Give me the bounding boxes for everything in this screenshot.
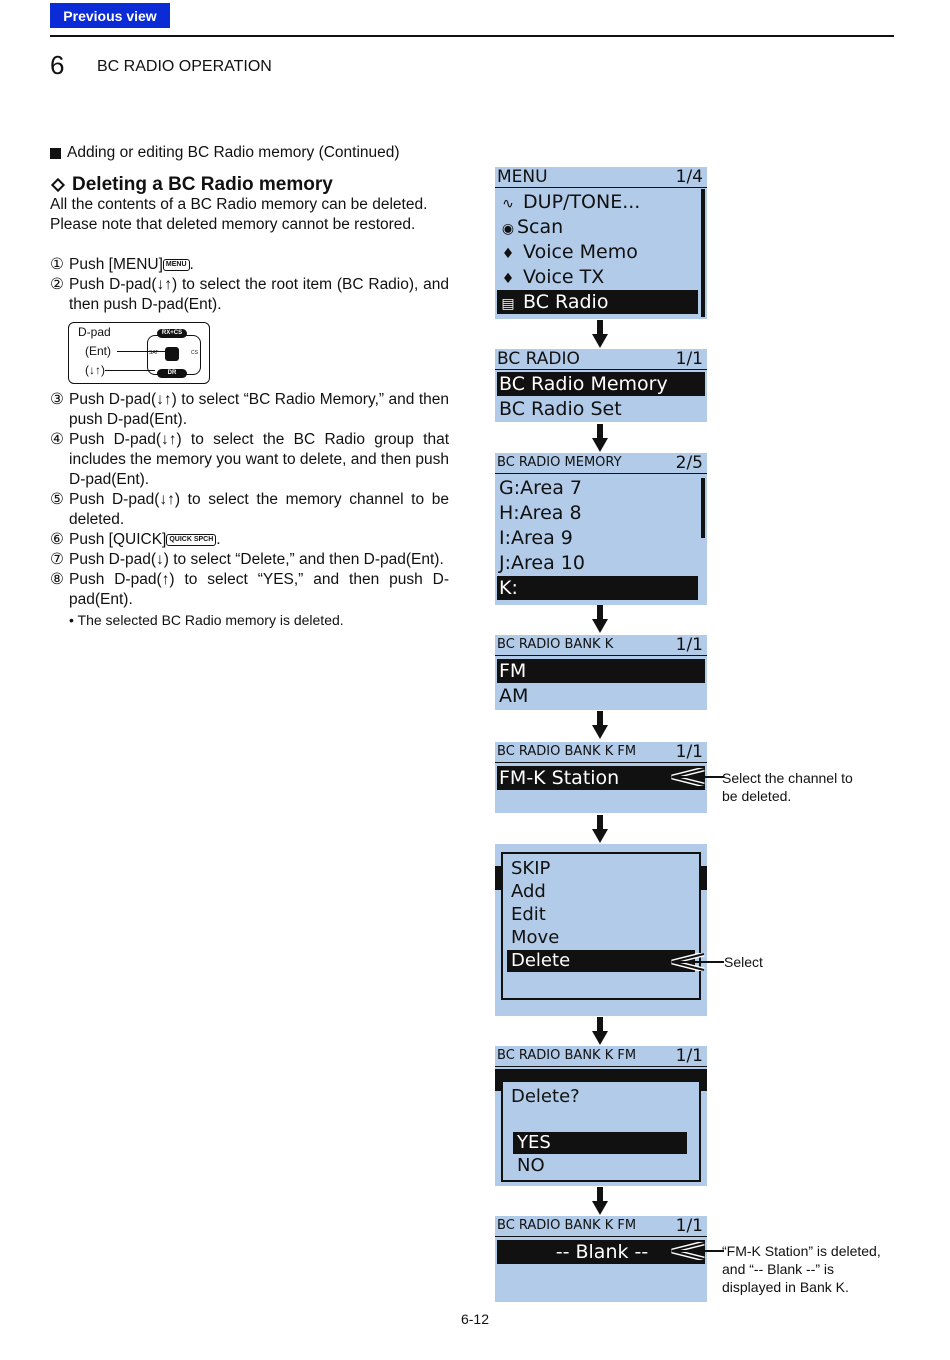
screen-title: BC RADIO (497, 349, 580, 369)
microphone-tx-icon: ♦ (501, 271, 515, 287)
quick-item-add[interactable]: Add (511, 881, 546, 902)
diamond-icon (51, 178, 65, 192)
bank-item-fm[interactable]: FM (497, 659, 705, 683)
chapter-title: BC RADIO OPERATION (97, 58, 272, 75)
delete-confirm-screen (495, 1046, 707, 1186)
station-item-fm-k[interactable]: FM-K Station (497, 766, 705, 790)
page-indicator: 1/1 (675, 635, 703, 655)
microphone-icon: ♦ (501, 246, 515, 262)
instructions-column (50, 143, 449, 630)
page-indicator: 1/4 (675, 167, 703, 187)
result-note: • The selected BC Radio memory is deleted. (69, 612, 344, 628)
bank-item-am[interactable]: AM (499, 685, 529, 707)
callout-pointer-icon (668, 768, 724, 786)
quick-key-icon: QUICK SPCH (166, 534, 216, 546)
quick-item-edit[interactable]: Edit (511, 904, 546, 925)
screen-title: MENU (497, 167, 548, 187)
confirm-no-option[interactable]: NO (517, 1155, 545, 1176)
group-item-j[interactable]: J:Area 10 (499, 552, 585, 574)
dpad-updown-label: (↓↑) (85, 363, 105, 377)
steps-list (50, 255, 449, 630)
quick-item-skip[interactable]: SKIP (511, 858, 551, 879)
dpad-diagram (68, 322, 210, 384)
rx-cs-key: RX+CS (157, 329, 187, 338)
down-arrow-icon (592, 815, 608, 843)
down-arrow-icon (592, 605, 608, 633)
blank-channel-item[interactable]: -- Blank -- (497, 1240, 705, 1264)
confirm-prompt: Delete? (511, 1086, 580, 1107)
cs-label: CS (191, 350, 198, 356)
step-6: ⑥ Push [QUICK] QUICK SPCH . (50, 531, 221, 548)
sat-label: SAT (149, 350, 159, 356)
step-8: ⑧ Push D-pad(↑) to select “YES,” and then push D-pad(Ent). (50, 571, 449, 608)
step-2: ② Push D-pad(↓↑) to select the root item (BC Radio), and then push D-pad(Ent). (50, 276, 449, 313)
page-indicator: 1/1 (675, 349, 703, 369)
quick-menu-popup (501, 852, 701, 1000)
chapter-number: 6 (50, 50, 65, 80)
page-number: 6-12 (460, 1311, 490, 1327)
menu-item-voice-tx[interactable]: ♦ Voice TX (497, 265, 698, 289)
dpad-ent-button (165, 347, 179, 361)
group-item-k[interactable]: K: (497, 576, 698, 600)
screen-title: BC RADIO BANK K FM (497, 744, 637, 759)
page-indicator: 1/1 (675, 1046, 703, 1066)
confirm-popup (501, 1080, 701, 1182)
dr-key: DR (157, 369, 187, 378)
screen-title: BC RADIO MEMORY (497, 455, 622, 470)
down-arrow-icon (592, 1017, 608, 1045)
callout-pointer-icon (668, 1242, 724, 1260)
menu-item-voice-memo[interactable]: ♦ Voice Memo (497, 240, 698, 264)
down-arrow-icon (592, 424, 608, 452)
callout-select: Select (724, 954, 763, 970)
quick-menu-screen (495, 844, 707, 1016)
menu-screen (495, 167, 707, 319)
callout-deleted: “FM-K Station” is deleted, and “-- Blank --” is displayed in Bank K. (722, 1243, 881, 1295)
down-arrow-icon (592, 711, 608, 739)
quick-item-move[interactable]: Move (511, 927, 560, 948)
quick-item-delete[interactable]: Delete (507, 950, 695, 972)
dpad-title: D-pad (78, 325, 111, 339)
callout-select-channel: Select the channel to be deleted. (722, 770, 853, 804)
group-item-g[interactable]: G:Area 7 (499, 477, 582, 499)
step-7: ⑦ Push D-pad(↓) to select “Delete,” and then D-pad(Ent). (50, 551, 444, 568)
screen-title: BC RADIO BANK K FM (497, 1218, 637, 1233)
screen-title: BC RADIO BANK K (497, 637, 614, 652)
menu-item-scan[interactable]: ◉ Scan (497, 215, 698, 239)
bc-radio-screen (495, 349, 707, 422)
dpad-ent-label: (Ent) (85, 344, 112, 358)
header-rule (50, 35, 894, 37)
step-1: ① Push [MENU] MENU . (50, 256, 194, 273)
subsection-heading: Deleting a BC Radio memory (50, 175, 449, 195)
page-indicator: 1/1 (675, 1216, 703, 1236)
menu-item-bc-radio[interactable]: ▤ BC Radio (497, 290, 698, 314)
step-3: ③ Push D-pad(↓↑) to select “BC Radio Memory,” and then push D-pad(Ent). (50, 391, 449, 428)
intro-text-2: Please note that deleted memory cannot be restored. (50, 216, 416, 233)
bank-k-screen (495, 635, 707, 710)
intro-text-1: All the contents of a BC Radio memory can be deleted. (50, 196, 428, 213)
page-indicator: 1/1 (675, 742, 703, 762)
group-item-i[interactable]: I:Area 9 (499, 527, 573, 549)
radio-icon: ▤ (501, 296, 515, 312)
group-item-h[interactable]: H:Area 8 (499, 502, 582, 524)
scrollbar (701, 478, 705, 538)
step-5: ⑤ Push D-pad(↓↑) to select the memory channel to be deleted. (50, 491, 449, 528)
wave-icon: ∿ (502, 196, 514, 212)
callout-pointer-icon (668, 953, 724, 971)
step-4: ④ Push D-pad(↓↑) to select the BC Radio group that includes the memory you want to delete, and then push D-pad(Ent). (50, 431, 449, 488)
down-arrow-icon (592, 1187, 608, 1215)
bc-radio-set-item[interactable]: BC Radio Set (499, 398, 622, 420)
bc-radio-memory-screen (495, 453, 707, 605)
menu-item-dup-tone[interactable]: ∿ DUP/TONE... (497, 190, 698, 214)
scrollbar (701, 189, 705, 317)
bc-radio-memory-item[interactable]: BC Radio Memory (497, 372, 705, 396)
screen-title: BC RADIO BANK K FM (497, 1048, 637, 1063)
binoculars-icon: ◉ (501, 221, 515, 237)
section-heading: Adding or editing BC Radio memory (Continued) (50, 143, 449, 163)
page-indicator: 2/5 (675, 453, 703, 473)
menu-key-icon: MENU (163, 259, 190, 271)
square-bullet-icon (50, 148, 61, 159)
previous-view-button[interactable]: Previous view (50, 3, 170, 28)
confirm-yes-option[interactable]: YES (513, 1132, 687, 1154)
down-arrow-icon (592, 320, 608, 348)
